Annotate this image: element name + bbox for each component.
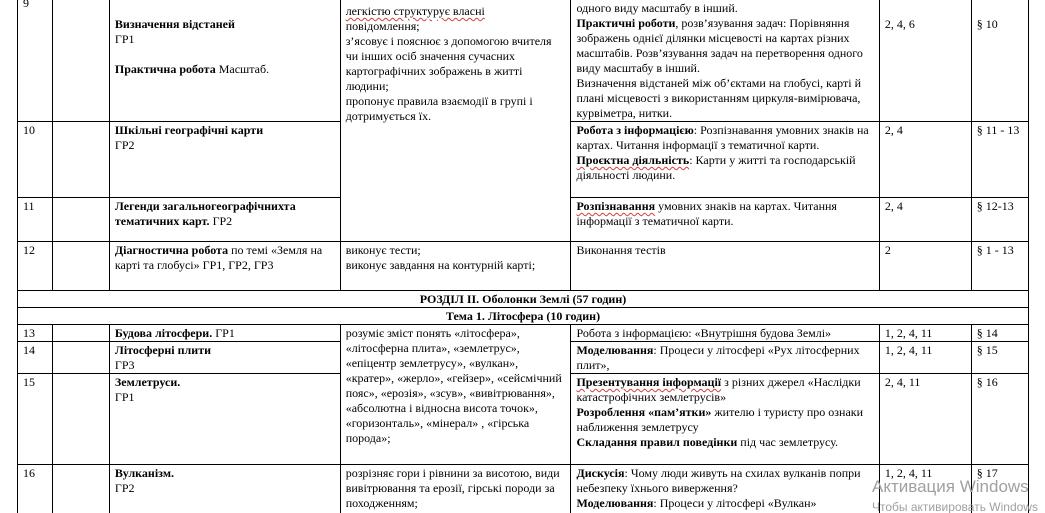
theme-title: Тема 1. Літосфера (10 годин): [18, 308, 1029, 325]
outcomes-codes: 2, 4, 6: [879, 0, 971, 122]
activities: Виконання тестів: [571, 242, 879, 291]
section-title: РОЗДІЛ ІІ. Оболонки Землі (57 годин): [18, 291, 1029, 308]
textbook-paragraph: § 12-13: [971, 198, 1028, 242]
empty-cell: [52, 465, 109, 513]
outcomes-codes: 2, 4: [879, 122, 971, 198]
lesson-number: 10: [18, 122, 53, 198]
learning-results: розуміє зміст понять «літосфера», «літосферна плита», «землетрус», «епіцентр землетрусу», «вулкан», «кратер», «жерло», «гейзер», «сейсмічний пояс», «ерозія», «зсув», «вивітрювання», «абсолютна і відносна висота точок», «горизонталь», «мінерал» , «гірська порода»;: [340, 325, 571, 465]
lesson-topic: Шкільні географічні карти ГР2: [109, 122, 340, 198]
lesson-topic: Легенди загальногеографічнихта тематичних карт. ГР2: [109, 198, 340, 242]
lesson-topic: Діагностична робота по темі «Земля на карті та глобусі» ГР1, ГР2, ГР3: [109, 242, 340, 291]
empty-cell: [52, 0, 109, 122]
lesson-number: 14: [18, 342, 53, 374]
windows-activation-watermark: [872, 477, 1045, 513]
lesson-topic: Літосферні плити ГР3: [109, 342, 340, 374]
lesson-topic: Вулканізм. ГР2: [109, 465, 340, 513]
textbook-paragraph: § 15: [971, 342, 1028, 374]
activities: Моделювання: Процеси у літосфері «Рух літосферних плит»,: [571, 342, 879, 374]
learning-results: виконує тести; виконує завдання на контурній карті;: [340, 242, 571, 291]
lesson-topic: Землетруси. ГР1: [109, 374, 340, 465]
activities: Робота з інформацією: Розпізнавання умовних знаків на картах. Читання інформації з тематичної карти. Проєктна діяльність: Карти у житті та господарській діяльності людини.: [571, 122, 879, 198]
table-row: [18, 325, 1029, 342]
activities: Розпізнавання умовних знаків на картах. Читання інформації з тематичної карти.: [571, 198, 879, 242]
watermark-title: Активация Windows: [872, 477, 1029, 496]
lesson-number: 9: [18, 0, 53, 122]
textbook-paragraph: § 10: [971, 0, 1028, 122]
table-row: [18, 308, 1029, 325]
lesson-number: 11: [18, 198, 53, 242]
lesson-number: 12: [18, 242, 53, 291]
textbook-paragraph: § 16: [971, 374, 1028, 465]
empty-cell: [52, 374, 109, 465]
table-row: [18, 291, 1029, 308]
activities: Презентування інформації з різних джерел «Наслідки катастрофічних землетрусів» Розроблення «пам’ятки» жителю і туристу про ознаки наближення землетрусу Складання правил поведінки під час землетрусу.: [571, 374, 879, 465]
textbook-paragraph: § 17: [971, 465, 1028, 513]
empty-cell: [52, 242, 109, 291]
empty-cell: [52, 198, 109, 242]
activities: Робота з інформацією: «Внутрішня будова Землі»: [571, 325, 879, 342]
lesson-topic: Будова літосфери. ГР1: [109, 325, 340, 342]
lesson-number: 13: [18, 325, 53, 342]
empty-cell: [52, 325, 109, 342]
lesson-number: 15: [18, 374, 53, 465]
outcomes-codes: 1, 2, 4, 11: [879, 325, 971, 342]
textbook-paragraph: § 11 - 13: [971, 122, 1028, 198]
empty-cell: [52, 342, 109, 374]
lesson-plan-table: [17, 0, 1029, 513]
table-row: [18, 0, 1029, 122]
table-row: [18, 242, 1029, 291]
textbook-paragraph: § 14: [971, 325, 1028, 342]
lesson-topic: Визначення відстаней ГР1 Практична робота Масштаб.: [109, 0, 340, 122]
learning-results: легкістю структурує власні повідомлення; з’ясовує і пояснює з допомогою вчителя чи інших осіб значення сучасних картографічних зображень в житті людини; пропонує правила взаємодії в групі і дотримується їх.: [340, 0, 571, 242]
outcomes-codes: 2, 4, 11: [879, 374, 971, 465]
empty-cell: [52, 122, 109, 198]
textbook-paragraph: § 1 - 13: [971, 242, 1028, 291]
outcomes-codes: 1, 2, 4, 11: [879, 465, 971, 513]
outcomes-codes: 1, 2, 4, 11: [879, 342, 971, 374]
watermark-subtitle: Чтобы активировать Windows: [872, 500, 1038, 513]
lesson-number: 16: [18, 465, 53, 513]
activities: одного виду масштабу в інший. Практичні роботи, розв’язування задач: Порівняння зображень однієї ділянки місцевості на картах різних масштабів. Розв’язування задач на перетворення одного виду масштабу в інший. Визначення відстаней між об’єктами на глобусі, карті й плані місцевості з використанням циркуля-вимірювача, курвіметра, нитки.: [571, 0, 879, 122]
outcomes-codes: 2: [879, 242, 971, 291]
learning-results: розрізняє гори і рівнини за висотою, види вивітрювання та ерозії, гірські породи за походженням;: [340, 465, 571, 513]
activities: Дискусія: Чому люди живуть на схилах вулканів попри небезпеку їхнього виверження? Моделювання: Процеси у літосфері «Вулкан»: [571, 465, 879, 513]
outcomes-codes: 2, 4: [879, 198, 971, 242]
